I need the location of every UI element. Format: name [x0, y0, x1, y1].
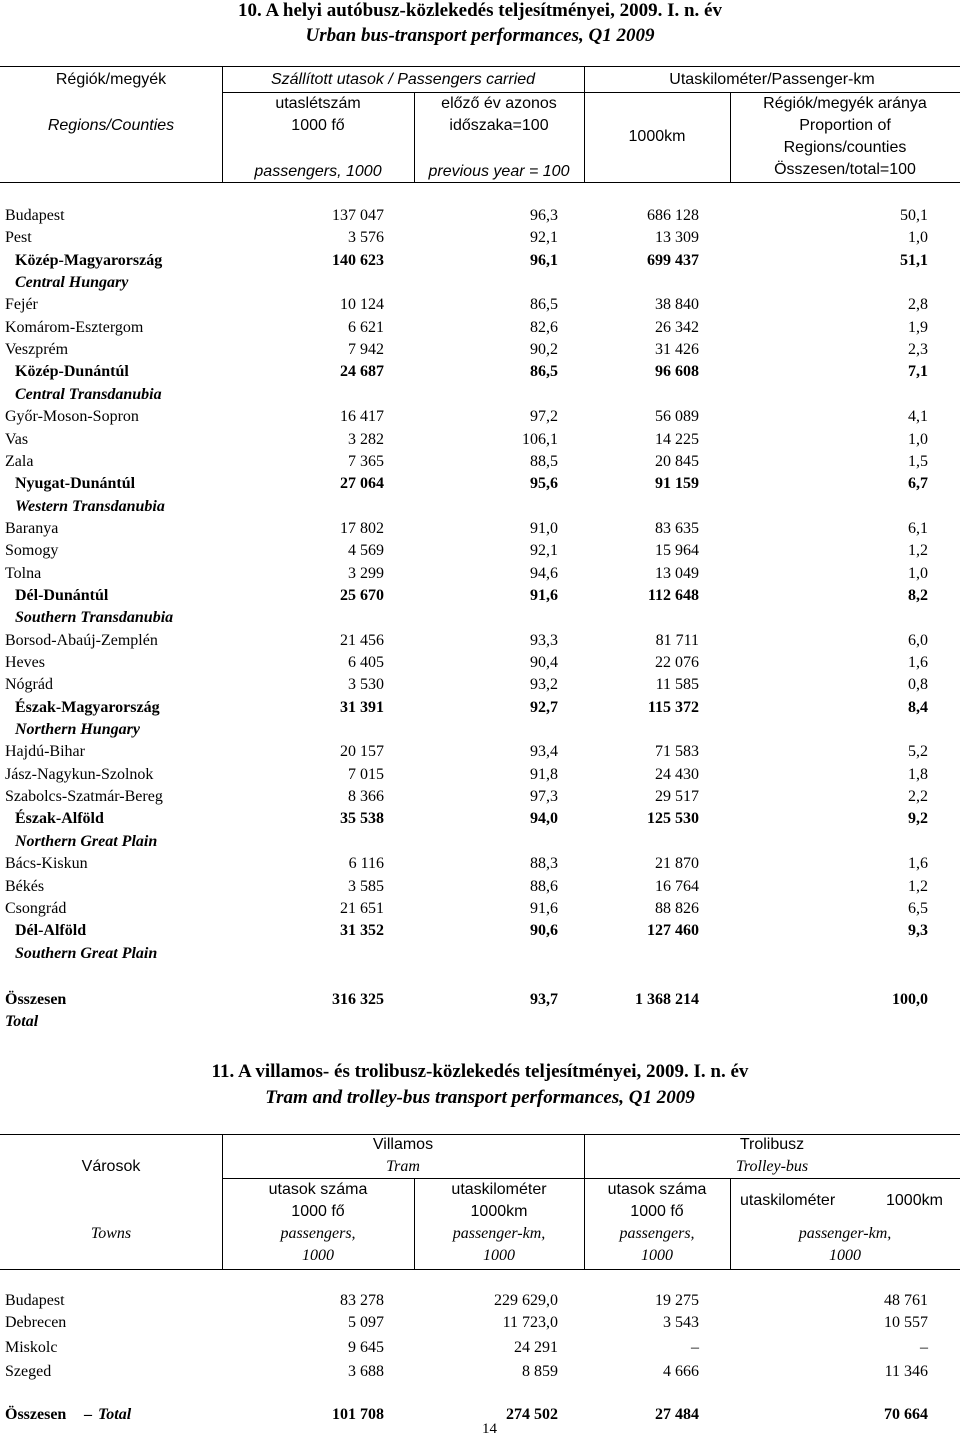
county-row [0, 319, 960, 341]
cell-trolley-passengers: 4 666 [663, 1363, 699, 1380]
row-name: Dél-Alföld [15, 922, 87, 940]
cell-passengers: 31 391 [340, 698, 384, 716]
cell-index: 86,5 [530, 296, 558, 314]
cell-share: 1,5 [908, 452, 928, 470]
cell-tram-pkm: 11 723,0 [502, 1314, 558, 1331]
row-name: Jász-Nagykun-Szolnok [5, 765, 154, 783]
cell-pkm: 127 460 [647, 922, 699, 940]
town-name: Budapest [5, 1292, 65, 1309]
cell-pkm: 699 437 [647, 251, 699, 269]
row-name: Western Transdanubia [15, 497, 165, 515]
region-row [0, 587, 960, 609]
region-en-row [0, 721, 960, 743]
cell-passengers: 20 157 [340, 743, 384, 761]
cell-index: 88,3 [530, 855, 558, 873]
county-row [0, 788, 960, 810]
cell-pkm: 14 225 [655, 430, 699, 448]
row-name: Fejér [5, 296, 38, 314]
cell-share: 7,1 [908, 363, 928, 381]
cell-pkm: 96 608 [655, 363, 699, 381]
region-row [0, 252, 960, 274]
cell-passengers: 7 365 [348, 452, 384, 470]
row-name: Dél-Dunántúl [15, 586, 109, 604]
share-header-2: Proportion of [799, 117, 891, 134]
t11-total-trolley-passengers: 27 484 [655, 1406, 699, 1423]
cell-index: 93,4 [530, 743, 558, 761]
cell-index: 106,1 [522, 430, 558, 448]
cell-share: 8,2 [908, 586, 928, 604]
cell-index: 90,2 [530, 341, 558, 359]
t11-header-top-rule [0, 1134, 960, 1135]
t11-total-tram-passengers: 101 708 [332, 1406, 384, 1423]
cell-share: 0,8 [908, 676, 928, 694]
cell-pkm: 13 049 [655, 564, 699, 582]
town-row [0, 1363, 960, 1385]
cell-passengers: 6 405 [348, 654, 384, 671]
county-row [0, 229, 960, 251]
cell-passengers: 3 576 [348, 229, 384, 247]
cell-pkm: 13 309 [655, 229, 699, 247]
cell-index: 88,6 [530, 877, 558, 895]
cell-share: 8,4 [908, 698, 928, 716]
cell-share: 1,6 [908, 855, 928, 873]
cell-index: 96,1 [530, 251, 558, 269]
trolley-passengers-header: utasok száma [607, 1181, 707, 1198]
cell-pkm: 81 711 [655, 631, 699, 649]
cell-passengers: 137 047 [332, 207, 384, 224]
cell-pkm: 15 964 [655, 542, 699, 560]
row-name: Közép-Dunántúl [15, 363, 129, 381]
cell-passengers: 140 623 [332, 251, 384, 269]
cell-pkm: 21 870 [655, 855, 699, 873]
county-row [0, 743, 960, 765]
t11-total-tram-pkm: 274 502 [506, 1406, 558, 1423]
region-row [0, 475, 960, 497]
cell-share: 2,8 [908, 296, 928, 314]
row-name: Northern Hungary [15, 721, 140, 739]
cell-pkm: 88 826 [655, 899, 699, 917]
tram-pkm-en: passenger-km, [452, 1225, 546, 1242]
tram-pkm-unit: 1000km [470, 1203, 528, 1220]
town-row [0, 1292, 960, 1314]
region-en-row [0, 386, 960, 408]
cell-share: 1,2 [908, 542, 928, 560]
row-name: Komárom-Esztergom [5, 318, 144, 336]
cell-passengers: 3 299 [348, 564, 384, 582]
cell-pkm: 56 089 [655, 408, 699, 426]
county-row [0, 766, 960, 788]
county-row [0, 632, 960, 654]
tram-header-hu: Villamos [372, 1136, 434, 1153]
total-share: 100,0 [892, 991, 928, 1008]
cell-pkm: 22 076 [655, 654, 699, 671]
cell-pkm: 83 635 [655, 519, 699, 537]
pkm-unit: 1000km [628, 128, 686, 145]
cell-index: 91,8 [530, 765, 558, 783]
cell-share: 1,0 [908, 229, 928, 247]
trolley-passengers-en: passengers, [619, 1225, 695, 1242]
row-name: Central Transdanubia [15, 385, 162, 403]
t11-total-trolley-pkm: 70 664 [884, 1406, 928, 1423]
cell-index: 91,0 [530, 519, 558, 537]
share-header-1: Régiók/megyék aránya [763, 95, 927, 112]
cell-share: 9,3 [908, 922, 928, 940]
cell-share: 4,1 [908, 408, 928, 426]
towns-header-en: Towns [90, 1225, 132, 1242]
cell-passengers: 6 116 [348, 855, 384, 873]
region-en-row [0, 945, 960, 967]
county-row [0, 296, 960, 318]
table10-total-row-en [0, 1013, 960, 1035]
cell-index: 93,3 [530, 631, 558, 649]
tram-passengers-en-unit: 1000 [302, 1247, 334, 1264]
town-row [0, 1314, 960, 1336]
total-label-hu: Összesen [5, 991, 67, 1008]
row-name: Budapest [5, 207, 65, 224]
cell-passengers: 16 417 [340, 408, 384, 426]
cell-share: 1,9 [908, 318, 928, 336]
cell-index: 92,1 [530, 542, 558, 560]
cell-passengers: 35 538 [340, 810, 384, 828]
cell-pkm: 24 430 [655, 765, 699, 783]
cell-pkm: 91 159 [655, 475, 699, 493]
row-name: Bács-Kiskun [5, 855, 88, 873]
prev-year-header-hu: előző év azonos [441, 95, 557, 112]
cell-tram-passengers: 83 278 [340, 1292, 384, 1309]
share-header-3: Regions/counties [783, 139, 907, 156]
county-row [0, 207, 960, 229]
prev-year-header-hu-2: időszaka=100 [449, 117, 549, 134]
cell-pkm: 20 845 [655, 452, 699, 470]
table11-total-row [0, 1406, 960, 1428]
towns-header-hu: Városok [81, 1158, 141, 1175]
row-name: Közép-Magyarország [15, 251, 163, 269]
trolley-pkm-en-unit: 1000 [829, 1247, 861, 1264]
row-name: Heves [5, 654, 45, 671]
row-name: Észak-Magyarország [15, 698, 160, 716]
row-name: Northern Great Plain [15, 832, 158, 850]
row-name: Somogy [5, 542, 59, 560]
tram-header-en: Tram [386, 1158, 420, 1175]
county-row [0, 900, 960, 922]
town-row [0, 1339, 960, 1361]
cell-index: 90,6 [530, 922, 558, 940]
trolley-passengers-unit: 1000 fő [630, 1203, 684, 1220]
cell-index: 96,3 [530, 207, 558, 224]
cell-tram-passengers: 5 097 [348, 1314, 384, 1331]
share-header-4: Összesen/total=100 [774, 161, 916, 178]
tram-pkm-header: utaskilométer [451, 1181, 547, 1198]
cell-pkm: 11 585 [655, 676, 699, 694]
cell-share: 51,1 [900, 251, 928, 269]
regions-header-en: Regions/Counties [47, 117, 175, 134]
cell-share: 6,7 [908, 475, 928, 493]
cell-share: 9,2 [908, 810, 928, 828]
cell-pkm: 115 372 [647, 698, 699, 716]
cell-pkm: 29 517 [655, 788, 699, 806]
trolley-pkm-en: passenger-km, [798, 1225, 892, 1242]
cell-index: 88,5 [530, 452, 558, 470]
t11-total-label-hu: Összesen [5, 1406, 67, 1423]
trolley-header-hu: Trolibusz [739, 1136, 805, 1153]
total-index: 93,7 [530, 991, 558, 1008]
cell-passengers: 7 942 [348, 341, 384, 359]
cell-passengers: 6 621 [348, 318, 384, 336]
cell-pkm: 112 648 [647, 586, 699, 604]
row-name: Csongrád [5, 899, 67, 917]
page-number: 14 [482, 1421, 497, 1437]
cell-trolley-passengers: 3 543 [663, 1314, 699, 1331]
cell-pkm: 38 840 [655, 296, 699, 314]
cell-trolley-passengers: – [691, 1339, 699, 1356]
cell-index: 93,2 [530, 676, 558, 694]
cell-passengers: 7 015 [348, 765, 384, 783]
cell-passengers: 8 366 [348, 788, 384, 806]
region-en-row [0, 274, 960, 296]
row-name: Southern Great Plain [15, 944, 158, 962]
tram-passengers-unit: 1000 fő [291, 1203, 345, 1220]
row-name: Veszprém [5, 341, 69, 359]
row-name: Tolna [5, 564, 42, 582]
cell-passengers: 17 802 [340, 519, 384, 537]
cell-index: 92,7 [530, 698, 558, 716]
cell-tram-passengers: 3 688 [348, 1363, 384, 1380]
prev-year-header-en: previous year = 100 [428, 163, 570, 180]
cell-trolley-passengers: 19 275 [655, 1292, 699, 1309]
cell-passengers: 4 569 [348, 542, 384, 560]
cell-trolley-pkm: 11 346 [884, 1363, 928, 1380]
county-row [0, 565, 960, 587]
row-name: Baranya [5, 519, 59, 537]
county-row [0, 654, 960, 676]
tram-pkm-en-unit: 1000 [483, 1247, 515, 1264]
row-name: Győr-Moson-Sopron [5, 408, 139, 426]
cell-passengers: 10 124 [340, 296, 384, 314]
cell-pkm: 686 128 [647, 207, 699, 224]
header-bottom-rule [0, 182, 960, 183]
cell-index: 91,6 [530, 586, 558, 604]
cell-share: 50,1 [900, 207, 928, 224]
cell-pkm: 31 426 [655, 341, 699, 359]
cell-share: 1,2 [908, 877, 928, 895]
cell-tram-pkm: 229 629,0 [494, 1292, 558, 1309]
table10-total-row [0, 991, 960, 1013]
total-label-en: Total [5, 1013, 39, 1030]
region-row [0, 922, 960, 944]
trolley-header-en: Trolley-bus [735, 1158, 809, 1175]
table11-title-en: Tram and trolley-bus transport performances, Q1 2009 [265, 1087, 695, 1108]
passengers-unit: 1000 fő [291, 117, 345, 134]
tram-passengers-en: passengers, [280, 1225, 356, 1242]
cell-index: 90,4 [530, 654, 558, 671]
row-name: Békés [5, 877, 45, 895]
total-pkm: 1 368 214 [635, 991, 699, 1008]
cell-passengers: 24 687 [340, 363, 384, 381]
cell-trolley-pkm: 48 761 [884, 1292, 928, 1309]
cell-passengers: 25 670 [340, 586, 384, 604]
header-top-rule [0, 66, 960, 67]
county-row [0, 855, 960, 877]
cell-trolley-pkm: – [920, 1339, 928, 1356]
passengers-header-hu: utaslétszám [275, 95, 361, 112]
cell-index: 91,6 [530, 899, 558, 917]
table10-title-hu: 10. A helyi autóbusz-közlekedés teljesítményei, 2009. I. n. év [238, 0, 722, 21]
county-row [0, 542, 960, 564]
cell-passengers: 31 352 [340, 922, 384, 940]
passengers-group-header: Szállított utasok / Passengers carried [270, 71, 536, 88]
header-group-rule [222, 92, 960, 93]
row-name: Nógrád [5, 676, 53, 694]
cell-passengers: 3 282 [348, 430, 384, 448]
pkm-group-header: Utaskilométer/Passenger-km [669, 71, 875, 88]
row-name: Borsod-Abaúj-Zemplén [5, 631, 158, 649]
trolley-pkm-header: utaskilométer [740, 1192, 836, 1209]
county-row [0, 431, 960, 453]
cell-tram-passengers: 9 645 [348, 1339, 384, 1356]
town-name: Debrecen [5, 1314, 67, 1331]
cell-index: 97,2 [530, 408, 558, 426]
row-name: Hajdú-Bihar [5, 743, 85, 761]
county-row [0, 878, 960, 900]
t11-total-dash: – [84, 1406, 92, 1423]
town-name: Szeged [5, 1363, 52, 1380]
table10-title-en: Urban bus-transport performances, Q1 2009 [305, 25, 655, 46]
t11-total-label-en: Total [98, 1406, 132, 1423]
t11-header-bottom-rule [0, 1269, 960, 1270]
cell-passengers: 3 530 [348, 676, 384, 694]
region-row [0, 810, 960, 832]
row-name: Vas [5, 430, 29, 448]
row-name: Southern Transdanubia [15, 609, 174, 627]
cell-index: 86,5 [530, 363, 558, 381]
cell-pkm: 125 530 [647, 810, 699, 828]
cell-share: 1,6 [908, 654, 928, 671]
region-en-row [0, 609, 960, 631]
tram-passengers-header: utasok száma [268, 1181, 368, 1198]
county-row [0, 408, 960, 430]
region-en-row [0, 498, 960, 520]
cell-share: 6,5 [908, 899, 928, 917]
row-name: Szabolcs-Szatmár-Bereg [5, 788, 163, 806]
cell-share: 1,8 [908, 765, 928, 783]
cell-index: 97,3 [530, 788, 558, 806]
cell-share: 1,0 [908, 564, 928, 582]
cell-tram-pkm: 24 291 [514, 1339, 558, 1356]
cell-pkm: 16 764 [655, 877, 699, 895]
cell-index: 95,6 [530, 475, 558, 493]
cell-share: 6,0 [908, 631, 928, 649]
cell-share: 2,3 [908, 341, 928, 359]
row-name: Észak-Alföld [15, 810, 104, 828]
row-name: Nyugat-Dunántúl [15, 475, 136, 493]
regions-header-hu: Régiók/megyék [55, 71, 167, 88]
region-en-row [0, 833, 960, 855]
total-passengers: 316 325 [332, 991, 384, 1008]
cell-share: 5,2 [908, 743, 928, 761]
county-row [0, 453, 960, 475]
cell-passengers: 27 064 [340, 475, 384, 493]
cell-pkm: 26 342 [655, 318, 699, 336]
row-name: Zala [5, 452, 34, 470]
cell-share: 2,2 [908, 788, 928, 806]
cell-passengers: 3 585 [348, 877, 384, 895]
county-row [0, 676, 960, 698]
row-name: Pest [5, 229, 32, 247]
county-row [0, 520, 960, 542]
cell-index: 94,6 [530, 564, 558, 582]
table11-title-hu: 11. A villamos- és trolibusz-közlekedés teljesítményei, 2009. I. n. év [211, 1061, 749, 1082]
region-row [0, 363, 960, 385]
row-name: Central Hungary [15, 274, 129, 292]
cell-trolley-pkm: 10 557 [884, 1314, 928, 1331]
cell-tram-pkm: 8 859 [522, 1363, 558, 1380]
cell-index: 92,1 [530, 229, 558, 247]
trolley-passengers-en-unit: 1000 [641, 1247, 673, 1264]
region-row [0, 699, 960, 721]
trolley-pkm-unit: 1000km [886, 1192, 943, 1209]
cell-index: 82,6 [530, 318, 558, 336]
cell-passengers: 21 651 [340, 899, 384, 917]
cell-index: 94,0 [530, 810, 558, 828]
t11-header-group-rule [222, 1178, 960, 1179]
cell-pkm: 71 583 [655, 743, 699, 761]
passengers-header-en: passengers, 1000 [254, 163, 382, 180]
county-row [0, 341, 960, 363]
cell-share: 1,0 [908, 430, 928, 448]
cell-passengers: 21 456 [340, 631, 384, 649]
town-name: Miskolc [5, 1339, 58, 1356]
cell-share: 6,1 [908, 519, 928, 537]
